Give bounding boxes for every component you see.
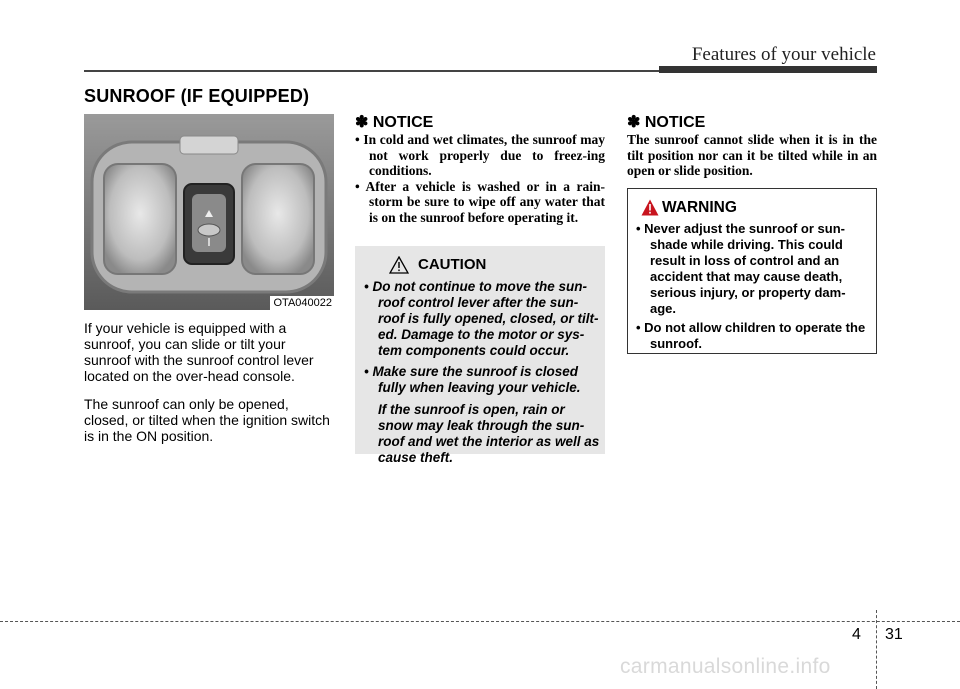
caution-list bbox=[364, 279, 600, 471]
footer-rule bbox=[0, 621, 960, 622]
warning-item: • Never adjust the sunroof or sun-shade while driving. This could result in loss of control and an accident that may cause death, serious injury, or property dam-age. bbox=[636, 221, 846, 316]
running-header: Features of your vehicle bbox=[691, 44, 876, 65]
warning-list bbox=[636, 221, 870, 355]
caution-item-text: • Make sure the sunroof is closed fully when leaving your vehicle. bbox=[364, 364, 581, 395]
notice-item: • In cold and wet climates, the sunroof may not work properly due to freez-ing conditions. bbox=[355, 132, 605, 178]
warning-triangle-icon bbox=[641, 199, 659, 216]
warning-title: WARNING bbox=[662, 199, 737, 216]
notice-text: The sunroof cannot slide when it is in the tilt position nor can it be tilted while in an open or slide position. bbox=[627, 132, 877, 178]
chapter-number: 4 bbox=[852, 626, 861, 643]
footer-divider bbox=[876, 610, 877, 689]
warning-item: • Do not allow children to operate the sunroof. bbox=[636, 320, 866, 351]
watermark[interactable]: carmanualsonline.info bbox=[620, 655, 831, 678]
overhead-console-photo bbox=[84, 114, 334, 310]
intro-paragraph: If your vehicle is equipped with a sunroof, you can slide or tilt your sunroof with the sunroof control lever located on the over-head console. bbox=[84, 320, 314, 384]
caution-title: CAUTION bbox=[418, 256, 487, 273]
notice-heading: ✽ NOTICE bbox=[355, 114, 434, 131]
page-number: 31 bbox=[885, 626, 903, 643]
intro-paragraph-2: The sunroof can only be opened, closed, or tilted when the ignition switch is in the ON position. bbox=[84, 396, 330, 444]
figure-code: OTA040022 bbox=[270, 296, 334, 310]
notice-list bbox=[355, 132, 605, 225]
caution-item bbox=[364, 364, 600, 466]
notice-heading-2: ✽ NOTICE bbox=[627, 114, 706, 131]
section-title: SUNROOF (IF EQUIPPED) bbox=[84, 86, 310, 106]
header-bar bbox=[659, 66, 877, 73]
caution-item-extra: If the sunroof is open, rain or snow may leak through the sun-roof and wet the interior as well as cause theft. bbox=[378, 402, 600, 465]
notice-item: • After a vehicle is washed or in a rain-storm be sure to wipe off any water that is on the sunroof before operating it. bbox=[355, 178, 605, 225]
caution-triangle-icon bbox=[389, 256, 409, 274]
caution-item: • Do not continue to move the sun-roof control lever after the sun-roof is fully opened, closed, or tilt-ed. Damage to the motor or sys-tem components could occur. bbox=[364, 279, 599, 358]
